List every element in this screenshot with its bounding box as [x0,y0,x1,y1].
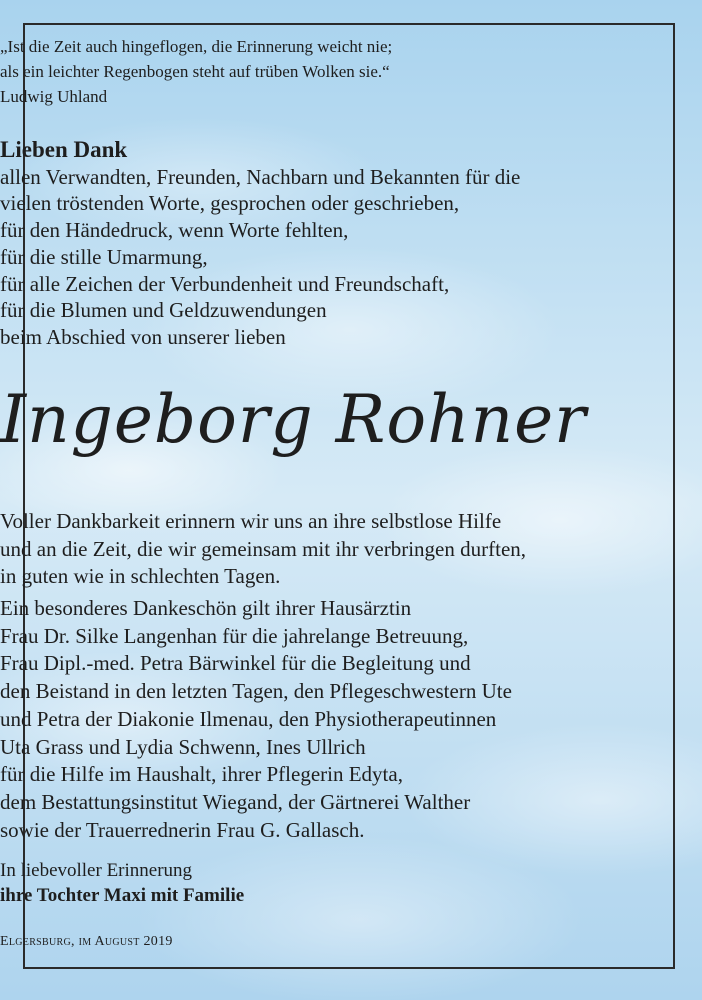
gratitude-line: in guten wie in schlechten Tagen. [0,564,281,589]
special-thanks-line: den Beistand in den letzten Tagen, den Pflegeschwestern Ute [0,679,512,704]
thanks-line: allen Verwandten, Freunden, Nachbarn und Bekannten für die [0,164,521,189]
quote-line: „Ist die Zeit auch hingeflogen, die Erinnerung weicht nie; [0,37,393,56]
special-thanks-line: Ein besonderes Dankeschön gilt ihrer Hausärztin [0,596,412,620]
thanks-section [0,137,702,351]
gratitude-line: und an die Zeit, die wir gemeinsam mit ihr verbringen durften, [0,536,527,561]
deceased-name: Ingeborg Rohner [0,381,587,458]
closing-line: In liebevoller Erinnerung [0,860,193,881]
special-thanks-paragraph [0,595,702,844]
thanks-line: für die stille Umarmung, [0,244,208,269]
epigraph [0,34,702,109]
thanks-line: für die Blumen und Geldzuwendungen [0,298,327,323]
thanks-line: für den Händedruck, wenn Worte fehlten, [0,218,349,243]
family-signature: ihre Tochter Maxi mit Familie [0,885,245,906]
thanks-line: vielen tröstenden Worte, gesprochen oder geschrieben, [0,191,460,216]
quote-line: als ein leichter Regenbogen steht auf trüben Wolken sie.“ [0,62,390,81]
gratitude-paragraph [0,508,702,591]
thanks-line: beim Abschied von unserer lieben [0,324,286,349]
special-thanks-line: dem Bestattungsinstitut Wiegand, der Gärtnerei Walther [0,789,471,814]
special-thanks-line: Frau Dr. Silke Langenhan für die jahrelange Betreuung, [0,623,469,648]
quote-author: Ludwig Uhland [0,87,108,106]
gratitude-line: Voller Dankbarkeit erinnern wir uns an ihre selbstlose Hilfe [0,509,502,533]
special-thanks-line: Uta Grass und Lydia Schwenn, Ines Ullrich [0,734,366,759]
special-thanks-line: und Petra der Diakonie Ilmenau, den Physiotherapeutinnen [0,706,497,731]
thanks-heading: Lieben Dank [0,137,128,162]
special-thanks-line: für die Hilfe im Haushalt, ihrer Pflegerin Edyta, [0,762,403,787]
closing-signature [0,858,702,908]
special-thanks-line: sowie der Trauerrednerin Frau G. Gallasch. [0,817,365,842]
special-thanks-line: Frau Dipl.-med. Petra Bärwinkel für die Begleitung und [0,651,471,676]
thanks-line: für alle Zeichen der Verbundenheit und Freundschaft, [0,271,450,296]
place-date: Elgersburg, im August 2019 [0,934,173,949]
